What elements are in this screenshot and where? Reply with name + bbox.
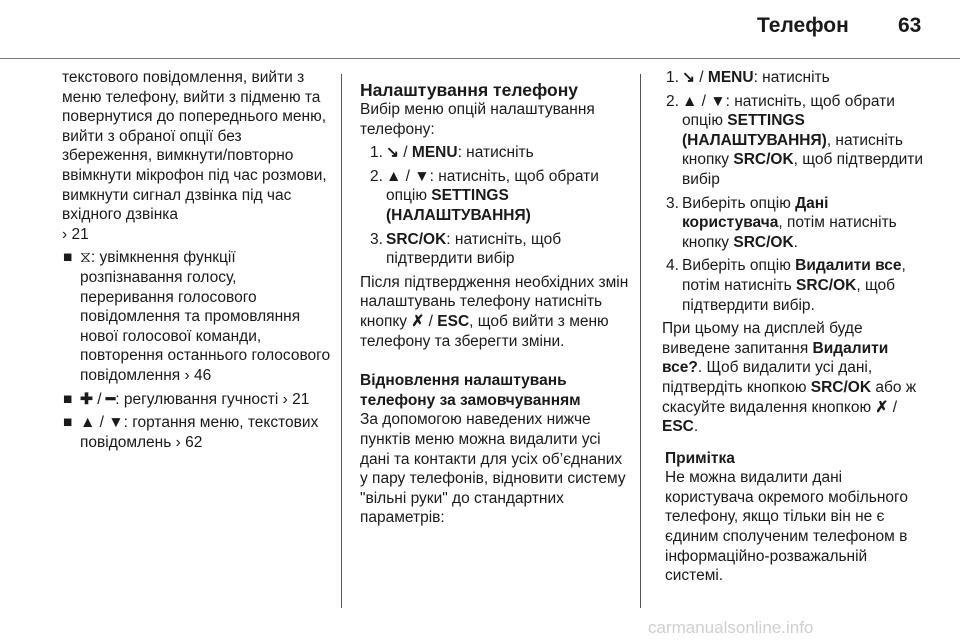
step-1: 1. ↘ / MENU: натисніть xyxy=(370,144,534,162)
bullet-square-icon: ■ xyxy=(63,249,73,267)
ref-arrow-icon: › xyxy=(184,366,190,384)
column-2 xyxy=(360,80,632,528)
ref-arrow-icon: › xyxy=(175,433,181,451)
page-header-title: Телефон xyxy=(757,14,849,37)
down-triangle-icon: ▼ xyxy=(710,92,726,110)
section-intro: Вибір меню опцій налаштування телефону: xyxy=(360,101,595,138)
voice-icon: ⧖ xyxy=(80,249,91,267)
subheading: Відновлення налаштувань телефону за замовчуванням xyxy=(360,372,581,409)
bullet-square-icon: ■ xyxy=(63,414,73,432)
ref-arrow-icon: › xyxy=(62,225,68,243)
ref-arrow-icon: › xyxy=(282,390,288,408)
note-text: Не можна видалити дані користувача окремого мобільного телефону, якщо тільки він не є єдиним сполученим телефоном в інформаційно-розважальній системі. xyxy=(665,469,908,585)
intro-paragraph: текстового повідомлення, вийти з меню телефону, вийти з підменю та повернутися до попереднього меню, вийти з обраної опції без збереження, вимкнути/повторно ввімкнути мікрофон під час розмови, вимкнути сигнал дзвінка під час вхідного дзвінка › 21 xyxy=(62,69,327,243)
step-2: 2. ▲ / ▼: натисніть, щоб обрати опцію SETTINGS (НАЛАШТУВАННЯ) xyxy=(370,167,599,224)
restore-paragraph: За допомогою наведених нижче пунктів меню можна видалити усі дані та контакти для усіх об’єднаних у пару телефонів, відновити систему "вільні руки" до стандартних параметрів: xyxy=(360,411,626,527)
down-triangle-icon: ▼ xyxy=(414,167,430,185)
step-3: 3. Виберіть опцію Дані користувача, потім натисніть кнопку SRC/OK. xyxy=(666,194,897,251)
column-divider-2 xyxy=(640,74,641,608)
step-3: 3. SRC/OK: натисніть, щоб підтвердити вибір xyxy=(370,230,562,268)
plus-icon: ✚ xyxy=(80,390,93,408)
after-paragraph: Після підтвердження необхідних змін налаштувань телефону натисніть кнопку ✗ / ESC, щоб вийти з меню телефону та зберегти зміни. xyxy=(360,273,629,350)
bullet-voice: ■ ⧖: увімкнення функції розпізнавання голосу, переривання голосового повідомлення та промовляння нової голосової команди, повторення останнього голосового повідомлення › 46 xyxy=(63,249,331,384)
phone-hook-icon: ↘ xyxy=(682,69,695,86)
minus-icon: ━ xyxy=(105,390,116,408)
note-box xyxy=(662,449,924,586)
confirm-paragraph: При цьому на дисплей буде виведене запитання Видалити все?. Щоб видалити усі дані, підтвердіть кнопкою SRC/OK або ж скасуйте видалення кнопкою ✗ / ESC. xyxy=(662,320,917,436)
watermark: carmanualsonline.info xyxy=(648,618,814,637)
end-call-icon: ✗ xyxy=(411,312,425,330)
down-triangle-icon: ▼ xyxy=(108,414,124,432)
bullet-square-icon: ■ xyxy=(63,390,73,408)
note-title: Примітка xyxy=(665,449,735,467)
step-4: 4. Виберіть опцію Видалити все, потім натисніть SRC/OK, щоб підтвердити вибір. xyxy=(666,257,906,314)
page-number: 63 xyxy=(898,14,922,37)
phone-hook-icon: ↘ xyxy=(386,144,399,162)
column-divider-1 xyxy=(341,74,342,608)
up-triangle-icon: ▲ xyxy=(682,92,698,110)
step-2: 2. ▲ / ▼: натисніть, щоб обрати опцію SETTINGS (НАЛАШТУВАННЯ), натисніть кнопку SRC/OK, щоб підтвердити вибір xyxy=(666,92,924,188)
step-1: 1. ↘ / MENU: натисніть xyxy=(666,69,830,86)
end-call-icon: ✗ xyxy=(875,398,889,416)
column-1 xyxy=(62,68,334,452)
column-3 xyxy=(662,68,924,586)
bullet-volume: ■ ✚ / ━: регулювання гучності › 21 xyxy=(63,390,310,408)
header-divider xyxy=(0,58,960,59)
section-heading: Налаштування телефону xyxy=(360,80,579,100)
up-triangle-icon: ▲ xyxy=(386,167,402,185)
up-triangle-icon: ▲ xyxy=(80,414,96,432)
bullet-scroll: ■ ▲ / ▼: гортання меню, текстових повідомлень › 62 xyxy=(63,414,319,451)
